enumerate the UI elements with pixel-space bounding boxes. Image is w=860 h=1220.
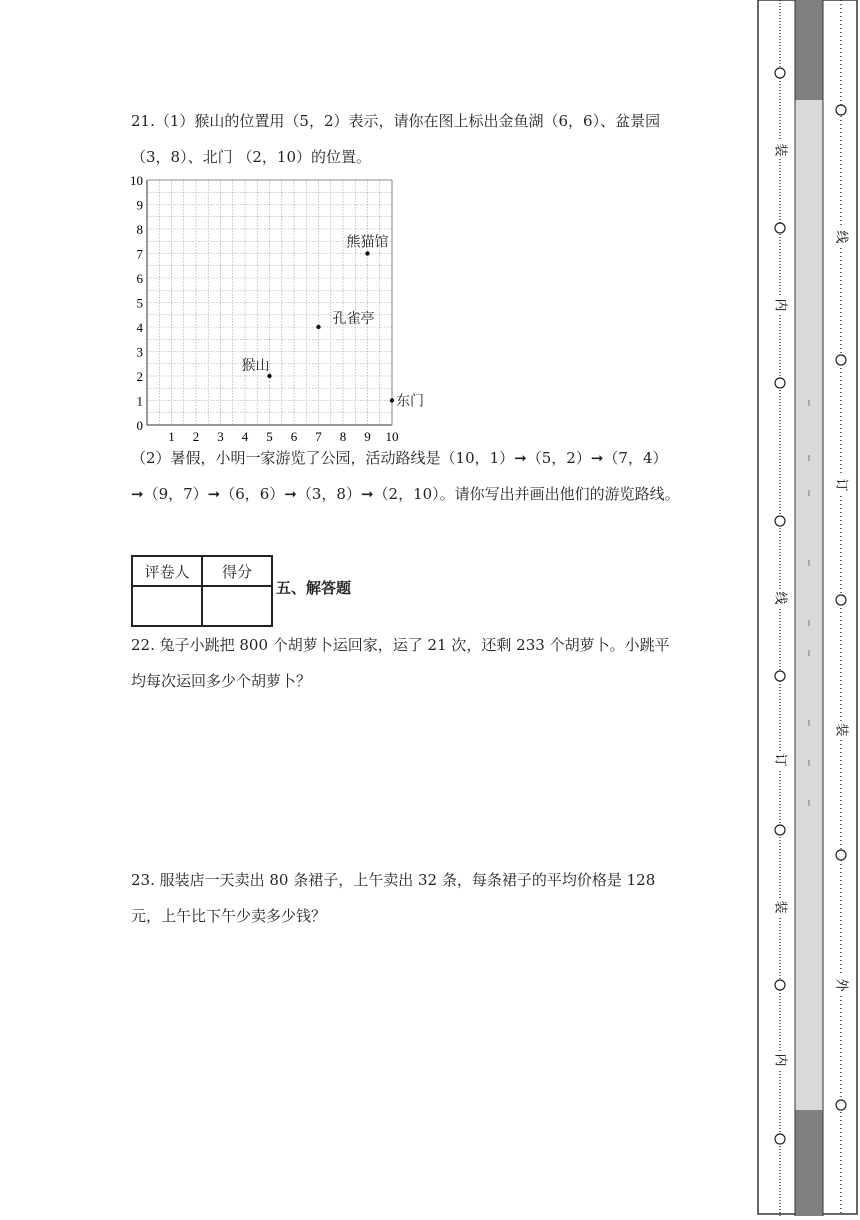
inner-circle-mark xyxy=(775,825,785,835)
score-table-grader-cell[interactable] xyxy=(132,586,202,626)
y-tick-label: 8 xyxy=(136,222,143,237)
outer-margin-label: 订 xyxy=(833,478,849,492)
grid-point xyxy=(365,251,369,255)
binding-margin xyxy=(755,0,860,1216)
grid-point-label: 孔雀亭 xyxy=(332,311,375,327)
score-table-score-header: 得分 xyxy=(202,556,272,586)
y-tick-label: 9 xyxy=(136,197,143,213)
outer-margin-label: 外 xyxy=(833,978,849,992)
grid-point-label: 熊猫馆 xyxy=(346,234,389,251)
coordinate-grid xyxy=(128,172,424,444)
margin-dark-block-top xyxy=(795,0,823,100)
y-tick-label: 2 xyxy=(136,369,143,384)
y-tick-label: 4 xyxy=(136,320,143,335)
x-tick-label: 1 xyxy=(168,429,175,444)
score-table-score-cell[interactable] xyxy=(202,586,272,626)
y-tick-label: 10 xyxy=(130,173,143,188)
x-tick-label: 3 xyxy=(217,429,224,444)
x-tick-label: 10 xyxy=(385,429,399,444)
section-title: 五、解答题 xyxy=(276,579,352,597)
outer-circle-mark xyxy=(836,1100,846,1110)
binding-margin-svg xyxy=(755,0,860,1216)
y-tick-label: 3 xyxy=(136,344,143,360)
x-tick-label: 5 xyxy=(266,429,273,444)
question-21-line2: （3，8）、北门 （2，10）的位置。 xyxy=(131,148,371,166)
inner-circle-mark xyxy=(775,68,785,78)
x-tick-label: 4 xyxy=(241,429,249,444)
y-tick-label: 1 xyxy=(136,393,143,409)
grid-point xyxy=(267,374,271,378)
grid-point xyxy=(390,398,394,402)
grid-point-label: 猴山 xyxy=(241,358,270,374)
y-tick-label: 5 xyxy=(136,295,143,311)
x-tick-label: 2 xyxy=(192,429,200,444)
inner-margin-label: 内 xyxy=(772,298,788,312)
coordinate-grid-svg xyxy=(128,172,424,444)
question-21-line1: 21.（1）猴山的位置用（5，2）表示，请你在图上标出金鱼湖（6，6）、盆景园 xyxy=(131,112,661,130)
score-table xyxy=(131,555,273,627)
inner-margin-label: 订 xyxy=(772,753,788,767)
x-tick-label: 6 xyxy=(290,429,298,444)
inner-margin-label: 内 xyxy=(772,1053,788,1067)
margin-grey-column xyxy=(795,0,823,1216)
inner-circle-mark xyxy=(775,516,785,526)
question-21-part2-line1: （2）暑假，小明一家游览了公园，活动路线是（10，1）➞（5，2）➞（7，4） xyxy=(131,449,668,467)
question-22-line2: 均每次运回多少个胡萝卜？ xyxy=(131,672,312,690)
score-table-grader-header: 评卷人 xyxy=(132,556,202,586)
question-23 xyxy=(131,862,731,934)
y-tick-label: 7 xyxy=(136,246,143,262)
grid-point-label: 东门 xyxy=(396,393,424,410)
inner-margin-label: 装 xyxy=(772,143,788,157)
inner-circle-mark xyxy=(775,378,785,388)
x-tick-label: 7 xyxy=(315,429,322,444)
question-21-part2 xyxy=(131,440,731,512)
question-23-line1: 23. 服装店一天卖出 80 条裙子，上午卖出 32 条，每条裙子的平均价格是 128 xyxy=(131,871,656,889)
question-23-line2: 元，上午比下午少卖多少钱？ xyxy=(131,907,327,925)
y-tick-label: 0 xyxy=(136,418,143,433)
outer-circle-mark xyxy=(836,595,846,605)
question-21-part1 xyxy=(131,103,731,175)
outer-circle-mark xyxy=(836,355,846,365)
inner-circle-mark xyxy=(775,980,785,990)
grid-point xyxy=(316,325,320,329)
x-tick-label: 9 xyxy=(364,429,371,444)
question-21-part2-line2: ➞（9，7）➞（6，6）➞（3，8）➞（2，10）。请你写出并画出他们的游览路线。 xyxy=(131,485,680,503)
outer-margin-label: 装 xyxy=(833,723,849,737)
y-tick-label: 6 xyxy=(136,271,143,286)
inner-circle-mark xyxy=(775,1134,785,1144)
outer-circle-mark xyxy=(836,850,846,860)
inner-circle-mark xyxy=(775,223,785,233)
inner-margin-label: 线 xyxy=(772,591,788,605)
x-tick-label: 8 xyxy=(339,429,347,444)
outer-circle-mark xyxy=(836,105,846,115)
question-22 xyxy=(131,627,731,699)
outer-margin-label: 线 xyxy=(833,230,849,244)
margin-dark-block-bottom xyxy=(795,1110,823,1216)
inner-circle-mark xyxy=(775,671,785,681)
inner-margin-label: 装 xyxy=(772,900,788,914)
question-22-line1: 22. 兔子小跳把 800 个胡萝卜运回家，运了 21 次，还剩 233 个胡萝卜。小跳平 xyxy=(131,636,670,654)
